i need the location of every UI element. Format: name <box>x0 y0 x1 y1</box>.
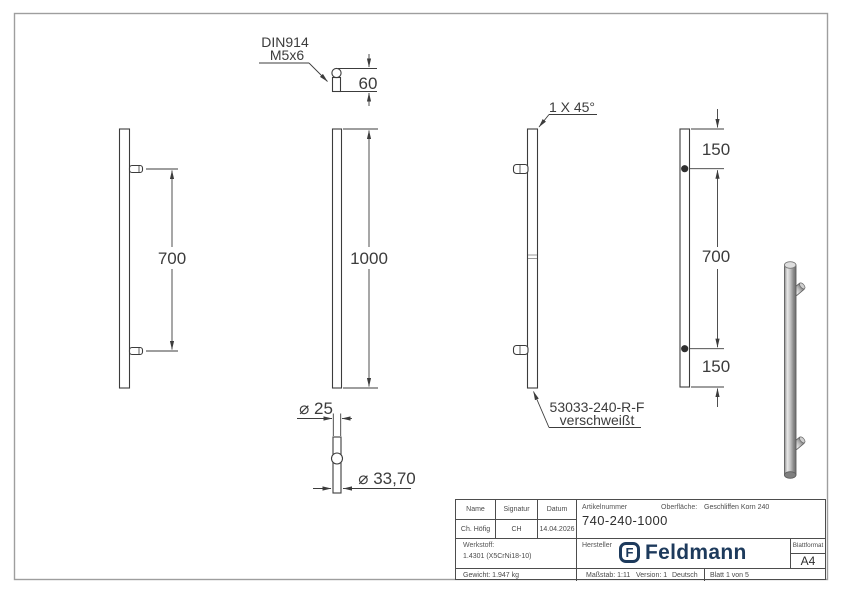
tb-sheet: Blatt 1 von 5 <box>710 571 749 579</box>
tb-signature-value: CH <box>511 525 522 533</box>
dim-total-length: 1000 <box>350 249 388 268</box>
tb-article-number: 740-240-1000 <box>582 513 668 528</box>
note-din914: DIN914 <box>261 34 309 50</box>
tb-surface-value: Geschliffen Korn 240 <box>704 504 770 511</box>
tb-material-label: Werkstoff: <box>463 541 495 549</box>
tb-scale: Maßstab: 1:11 <box>586 571 631 579</box>
note-chamfer: 1 X 45° <box>548 99 596 115</box>
tb-weight: Gewicht: 1.947 kg <box>463 571 520 579</box>
din-leader <box>259 63 328 82</box>
note-m5x6: M5x6 <box>269 47 305 63</box>
tb-surface-label: Oberfläche: <box>661 504 698 511</box>
tb-material-value: 1.4301 (X5CrNi18-10) <box>463 552 532 560</box>
note-weld-word: verschweißt <box>559 412 635 428</box>
dim-end-diameter: ⌀ 33,70 <box>358 469 416 488</box>
feldmann-logo <box>619 542 747 563</box>
tb-language: Deutsch <box>672 571 698 579</box>
end-detail-view <box>332 437 343 493</box>
tb-name-label: Name <box>466 506 485 513</box>
feldmann-wordmark: Feldmann <box>645 541 747 564</box>
tb-signature-label: Signatur <box>503 506 530 513</box>
front-view-holes <box>680 129 690 387</box>
tb-format-label: Blattformat <box>792 542 824 549</box>
set-screw-detail <box>332 68 341 91</box>
tb-article-label: Artikelnummer <box>582 504 628 511</box>
tb-line <box>704 568 705 581</box>
tb-date-value: 14.04.2026 <box>539 525 575 533</box>
tb-version: Version: 1 <box>636 571 668 579</box>
dim-hole-spacing-side: 700 <box>157 249 187 268</box>
tb-name-value: Ch. Höfig <box>460 525 491 533</box>
dim-hole-spacing-front: 700 <box>701 247 731 266</box>
dim-bar-diameter: ⌀ 25 <box>299 399 333 418</box>
sheet-frame <box>15 14 828 580</box>
dim-top-offset: 150 <box>701 140 731 159</box>
feldmann-logo-icon: F <box>619 542 640 563</box>
title-block <box>455 499 826 580</box>
front-view-bar <box>333 129 342 388</box>
side-view-left <box>120 129 143 388</box>
tb-format-value: A4 <box>800 553 816 568</box>
dim-stud-length: 60 <box>358 74 378 93</box>
tb-date-label: Datum <box>546 506 568 513</box>
dim-bottom-offset: 150 <box>701 357 731 376</box>
note-weld-part: 53033-240-R-F <box>549 399 645 415</box>
chamfer-leader <box>539 115 597 128</box>
side-view-chamfer <box>514 129 538 388</box>
tb-line <box>456 538 825 539</box>
handle-3d-render <box>784 262 806 479</box>
tb-manufacturer-label: Hersteller <box>582 542 612 549</box>
